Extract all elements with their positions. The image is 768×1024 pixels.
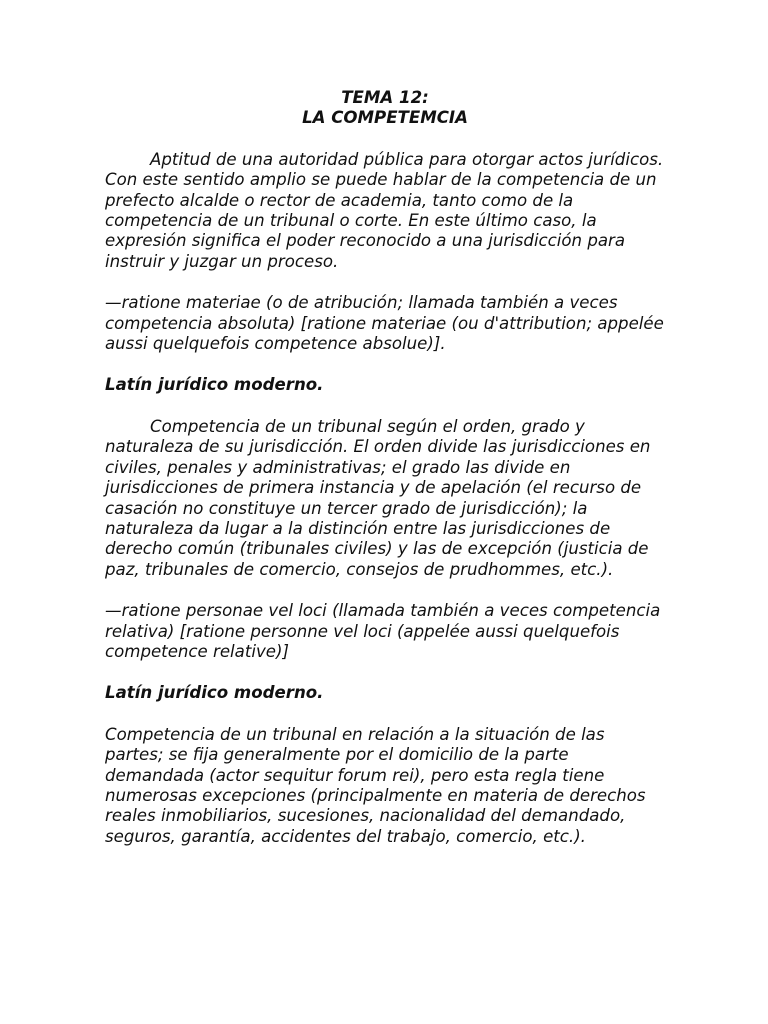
section-heading-2: Latín jurídico moderno. <box>105 683 324 703</box>
title-line-1: TEMA 12: <box>341 88 429 107</box>
title-line-2: LA COMPETEMCIA <box>302 108 468 128</box>
section-heading-1: Latín jurídico moderno. <box>105 375 324 395</box>
paragraph-definition: Aptitud de una autoridad pública para otorgar actos jurídicos. Con este sentido amplio se puede hablar de la competencia de un prefecto alcalde o rector de academia, tanto como de la competencia de un tribunal o corte. En este último caso, la expresión significa el poder reconocido a una jurisdicción para instruir y juzgar un proceso. <box>105 149 664 271</box>
paragraph-competencia-partes: Competencia de un tribunal en relación a la situación de las partes; se fija generalmente por el domicilio de la parte demandada (actor sequitur forum rei), pero esta regla tiene numerosas excepciones (principalmente en materia de derechos reales inmobiliarios, sucesiones, nacionalidad del demandado, seguros, garantía, accidentes del trabajo, comercio, etc.). <box>105 724 646 846</box>
document-title <box>105 88 665 129</box>
paragraph-competencia-orden: Competencia de un tribunal según el orden, grado y naturaleza de su jurisdicción. El orden divide las jurisdicciones en civiles, penales y administrativas; el grado las divide en jurisdicciones de primera instancia y de apelación (el recurso de casación no constituye un tercer grado de jurisdicción); la naturaleza da lugar a la distinción entre las jurisdicciones de derecho común (tribunales civiles) y las de excepción (justicia de paz, tribunales de comercio, consejos de prudhommes, etc.). <box>105 416 651 579</box>
document-body <box>105 88 665 847</box>
paragraph-ratione-personae: —ratione personae vel loci (llamada también a veces competencia relativa) [ratione personne vel loci (appelée aussi quelquefois competence relative)] <box>105 601 661 661</box>
paragraph-ratione-materiae: —ratione materiae (o de atribución; llamada también a veces competencia absoluta) [ratione materiae (ou d'attribution; appelée aussi quelquefois competence absolue)]. <box>105 293 664 354</box>
